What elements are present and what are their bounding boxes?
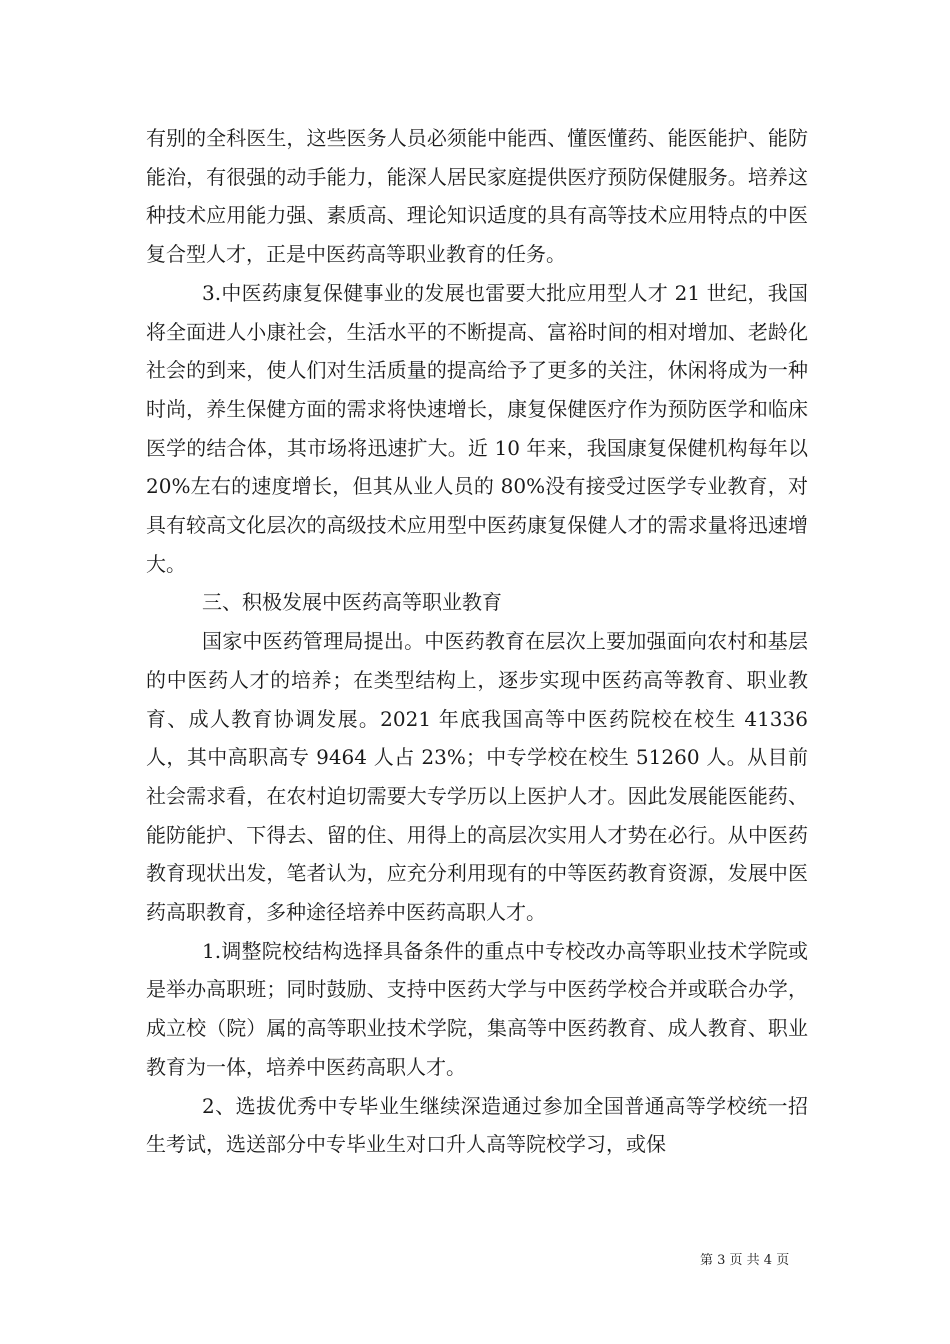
paragraph-6: 2、选拔优秀中专毕业生继续深造通过参加全国普通高等学校统一招生考试，选送部分中专毕业生对口升人高等院校学习，或保 [146,1093,808,1157]
body-text [146,119,808,1164]
paragraph-1: 有别的全科医生，这些医务人员必须能中能西、懂医懂药、能医能护、能防能治，有很强的动手能力，能深人居民家庭提供医疗预防保健服务。培养这种技术应用能力强、素质高、理论知识适度的具有高等技术应用特点的中医复合型人才，正是中医药高等职业教育的任务。 [146,126,808,267]
section-heading: 三、积极发展中医药高等职业教育 [202,590,502,615]
paragraph-4: 国家中医药管理局提出。中医药教育在层次上要加强面向农村和基层的中医药人才的培养；在类型结构上，逐步实现中医药高等教育、职业教育、成人教育协调发展。2021 年底我国高等中医药院校在校生 41336 人，其中高职高专 9464 人占 23%；中专学校在校生 51260 人。从目前社会需求看，在农村迫切需要大专学历以上医护人才。因此发展能医能药、能防能护、下得去、留的住、用得上的高层次实用人才势在必行。从中医药教育现状出发，笔者认为，应充分利用现有的中等医药教育资源，发展中医药高职教育，多种途径培养中医药高职人才。 [146,629,808,925]
paragraph-5: 1.调整院校结构选择具备条件的重点中专校改办高等职业技术学院或是举办高职班；同时鼓励、支持中医药大学与中医药学校合并或联合办学，成立校（院）属的高等职业技术学院，集高等中医药教育、成人教育、职业教育为一体，培养中医药高职人才。 [146,938,808,1079]
page-number: 第 3 页 共 4 页 [700,1253,790,1268]
paragraph-2: 3.中医药康复保健事业的发展也雷要大批应用型人才 21 世纪，我国将全面进人小康社会，生活水平的不断提高、富裕时间的相对增加、老龄化社会的到来，使人们对生活质量的提高给予了更多的关注，休闲将成为一种时尚，养生保健方面的需求将快速增长，康复保健医疗作为预防医学和临床医学的结合体，其市场将迅速扩大。近 10 年来，我国康复保健机构每年以 20%左右的速度增长，但其从业人员的 80%没有接受过医学专业教育，对具有较高文化层次的高级技术应用型中医药康复保健人才的需求量将迅速增大。 [146,280,808,576]
